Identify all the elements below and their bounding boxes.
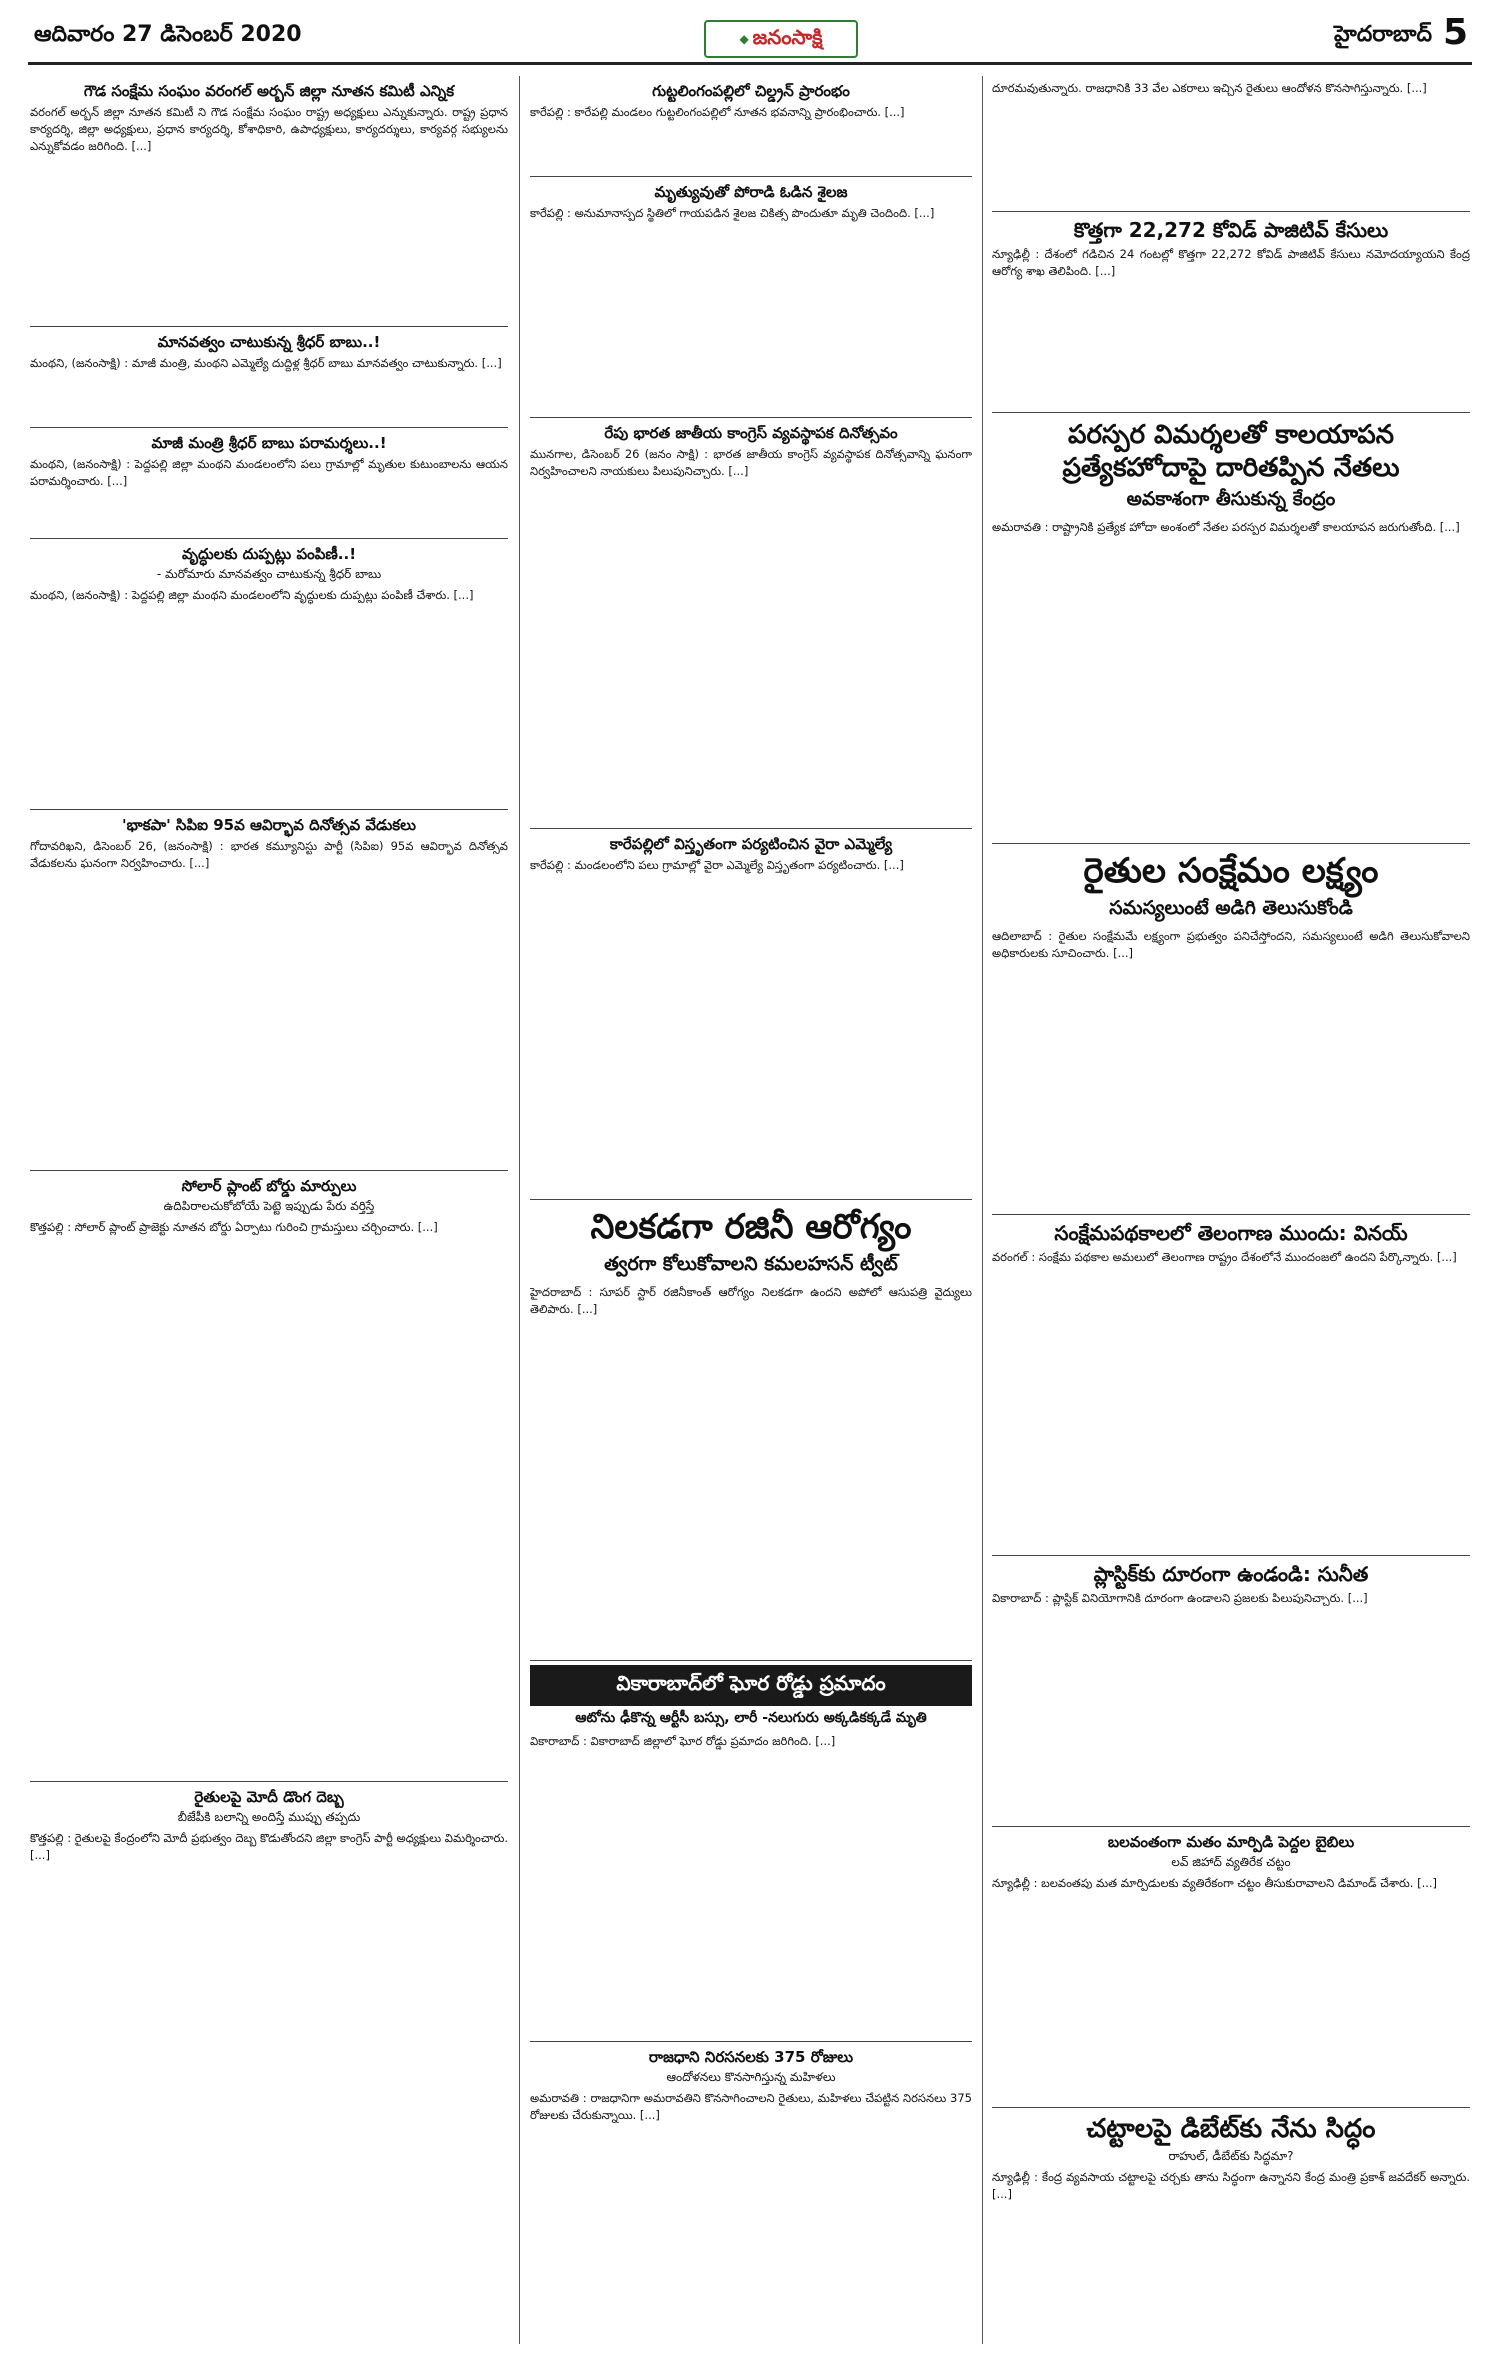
story-headline: మాజీ మంత్రి శ్రీధర్ బాబు పరామర్శలు..! <box>151 434 387 452</box>
story-headline: గుట్టలింగంపల్లిలో చిల్డ్రన్ ప్రారంభం <box>652 82 850 100</box>
story-rajini-health <box>530 1200 972 1661</box>
story-debate-ready <box>992 2108 1470 2344</box>
page-header <box>28 12 1472 65</box>
story-headline: రైతులపై మోదీ డొంగ దెబ్బ <box>194 1788 344 1806</box>
story-body: కారేపల్లి : అనుమానాస్పద స్థితిలో గాయపడిన శైలజ చికిత్స పొందుతూ మృతి చెందింది. [...] <box>530 206 935 220</box>
story-body: మంథని, (జనంసాక్షి) : పెద్దపల్లి జిల్లా మంథని మండలంలోని వృద్ధులకు దుప్పట్లు పంపిణీ చేశారు. [...] <box>30 588 474 602</box>
story-body: మునగాల, డిసెంబర్ 26 (జనం సాక్షి) : భారత జాతీయ కాంగ్రెస్ వ్యవస్థాపక దినోత్సవాన్ని ఘనంగా నిర్వహించాలని నాయకులు పిలుపునిచ్చారు. [...] <box>530 447 972 478</box>
story-body: ఆదిలాబాద్ : రైతుల సంక్షేమమే లక్ష్యంగా ప్రభుత్వం పనిచేస్తోందని, సమస్యలుంటే అడిగి తెలుసుకోవాలని అధికారులకు సూచించారు. [...] <box>992 928 1470 960</box>
story-headline: గౌడ సంక్షేమ సంఘం వరంగల్ అర్బన్ జిల్లా నూతన కమిటీ ఎన్నిక <box>83 82 455 100</box>
story-headline: చట్టాలపై డిబేట్‌కు నేను సిద్ధం <box>1086 2114 1376 2144</box>
story-body: న్యూఢిల్లీ : కేంద్ర వ్యవసాయ చట్టాలపై చర్చకు తాను సిద్ధంగా ఉన్నానని కేంద్ర మంత్రి ప్రకాశ్ జవదేకర్ అన్నారు. [...] <box>992 2170 1470 2202</box>
story-body: వికారాబాద్ : ప్లాస్టిక్ వినియోగానికి దూరంగా ఉండాలని ప్రజలకు పిలుపునిచ్చారు. [...] <box>992 1591 1368 1605</box>
story-sridhar-humanity <box>30 327 508 428</box>
column-3 <box>992 76 1470 2344</box>
story-headline: రాజధాని నిరసనలకు 375 రోజులు <box>648 2048 854 2066</box>
story-kicker: - మరోమారు మానవత్వం చాటుకున్న శ్రీధర్ బాబు <box>156 567 382 581</box>
logo-icon: ◆ <box>739 32 749 46</box>
story-headline: బలవంతంగా మతం మార్పిడి పెద్దల బైబిలు <box>1107 1833 1355 1851</box>
story-cpi-95 <box>30 810 508 1171</box>
story-covid-cases <box>992 212 1470 413</box>
story-special-status <box>992 413 1470 844</box>
story-solar-board <box>30 1171 508 1782</box>
story-congress-foundation <box>530 418 972 829</box>
story-body: వరంగల్ : సంక్షేమ పథకాల అమలులో తెలంగాణ రాష్ట్రం దేశంలోనే ముందంజలో ఉందని పేర్కొన్నారు. [...] <box>992 1250 1457 1264</box>
story-body: కారేపల్లి : మండలంలోని పలు గ్రామాల్లో వైరా ఎమ్మెల్యే విస్తృతంగా పర్యటించారు. [...] <box>530 858 904 872</box>
column-divider <box>982 76 983 2344</box>
story-subhead: ఆటోను ఢీకొన్న ఆర్టీసీ బస్సు, లారీ -నలుగురు అక్కడికక్కడే మృతి <box>575 1710 927 1726</box>
story-subhead: అవకాశంగా తీసుకున్న కేంద్రం <box>1126 488 1336 510</box>
column-1 <box>30 76 508 2344</box>
page-number: 5 <box>1442 12 1468 53</box>
story-kicker: రాహుల్, డీబేట్‌కు సిద్ధమా? <box>1168 2149 1294 2164</box>
issue-date: ఆదివారం 27 డిసెంబర్ 2020 <box>34 22 302 47</box>
story-headline: మృత్యువుతో పోరాడి ఓడిన శైలజ <box>654 183 848 201</box>
story-kicker: బీజేపీకి బలాన్ని అందిస్తే ముప్పు తప్పదు <box>177 1810 361 1824</box>
story-headline: రేపు భారత జాతీయ కాంగ్రెస్ వ్యవస్థాపక దినోత్సవం <box>604 424 898 442</box>
story-headline: 'భాకపా' సిపిఐ 95వ ఆవిర్భావ దినోత్సవ వేడుకలు <box>122 816 416 834</box>
story-headline: కారేపల్లిలో విస్తృతంగా పర్యటించిన వైరా ఎమ్మెల్యే <box>609 835 893 853</box>
story-headline: మానవత్వం చాటుకున్న శ్రీధర్ బాబు..! <box>157 333 381 351</box>
story-body: వరంగల్ అర్బన్ జిల్లా నూతన కమిటీ ని గౌడ సంక్షేమ సంఘం రాష్ట్ర అధ్యక్షులు ఎన్నుకున్నారు. రాష్ట్ర ప్రధాన కార్యదర్శి, జిల్లా అధ్యక్షులు, ప్రధాన కార్యదర్శి, కోశాధికారి, ఉపాధ్యక్షులు, కార్యదర్శులు, కార్యవర్గ సభ్యులను ఎన్నుకోవడం జరిగింది. [...] <box>30 105 508 153</box>
story-body: కొత్తపల్లి : రైతులపై కేంద్రంలోని మోదీ ప్రభుత్వం దెబ్బ కొడుతోందని జిల్లా కాంగ్రెస్ పార్టీ అధ్యక్షులు విమర్శించారు. [...] <box>30 1831 508 1862</box>
story-headline: ప్లాస్టిక్‌కు దూరంగా ఉండండి: సునీత <box>1093 1562 1369 1586</box>
story-guttalingampalli <box>530 76 972 177</box>
story-wyra-mla <box>530 829 972 1200</box>
logo-text: జనంసాక్షి <box>752 24 823 49</box>
story-sailaja <box>530 177 972 418</box>
story-subhead: సమస్యలుంటే అడిగి తెలుసుకోండి <box>1109 896 1353 919</box>
story-body: గోదావరిఖని, డిసెంబర్ 26, (జనంసాక్షి) : భారత కమ్యూనిస్టు పార్టీ (సిపిఐ) 95వ ఆవిర్భావ దినోత్సవ వేడుకలను ఘనంగా నిర్వహించారు. [...] <box>30 839 508 870</box>
story-body: దూరమవుతున్నారు. రాజధానికి 33 వేల ఎకరాలు ఇచ్చిన రైతులు ఆందోళన కొనసాగిస్తున్నారు. [...] <box>992 81 1427 95</box>
story-conversion-law <box>992 1827 1470 2108</box>
edition-city: హైదరాబాద్ <box>1334 22 1432 47</box>
story-headline: సంక్షేమపథకాలలో తెలంగాణ ముందు: వినయ్ <box>1054 1221 1408 1245</box>
column-divider <box>519 76 520 2344</box>
story-kicker: లవ్ జిహాద్ వ్యతిరేక చట్టం <box>1171 1855 1291 1869</box>
column-2 <box>530 76 972 2344</box>
story-body: హైదరాబాద్ : సూపర్ స్టార్ రజినీకాంత్ ఆరోగ్యం నిలకడగా ఉందని అపోలో ఆసుపత్రి వైద్యులు తెలిపారు. [...] <box>530 1284 972 1316</box>
story-headline: వికారాబాద్‌లో ఘోర రోడ్డు ప్రమాదం <box>530 1665 972 1706</box>
story-farmers-modi <box>30 1782 508 2312</box>
story-body: న్యూఢిల్లీ : బలవంతపు మత మార్పిడులకు వ్యతిరేకంగా చట్టం తీసుకురావాలని డిమాండ్ చేశారు. [...] <box>992 1876 1438 1890</box>
story-kicker: ఆందోళనలు కొనసాగిస్తున్న మహిళలు <box>666 2070 836 2084</box>
newspaper-logo <box>704 20 858 58</box>
story-body: అమరావతి : రాజధానిగా అమరావతిని కొనసాగించాలని రైతులు, మహిళలు చేపట్టిన నిరసనలు 375 రోజులకు చేరుకున్నాయి. [...] <box>530 2091 972 2122</box>
story-welfare-schemes <box>992 1215 1470 1556</box>
story-amaravati-continued <box>992 76 1470 212</box>
story-subhead: త్వరగా కోలుకోవాలని కమలహసన్ ట్వీట్ <box>604 1252 898 1275</box>
story-headline: రైతుల సంక్షేమం లక్ష్యం <box>1083 851 1379 891</box>
story-headline: పరస్పర విమర్శలతో కాలయాపన ప్రత్యేకహోదాపై దారితప్పిన నేతలు <box>1062 420 1400 483</box>
story-gouda <box>30 76 508 327</box>
story-body: వికారాబాద్ : వికారాబాద్ జిల్లాలో ఘోర రోడ్డు ప్రమాదం జరిగింది. [...] <box>530 1734 836 1748</box>
story-headline: కొత్తగా 22,272 కోవిడ్ పాజిటివ్ కేసులు <box>1073 218 1389 242</box>
story-headline: వృద్ధులకు దుప్పట్లు పంపిణీ..! <box>181 545 357 563</box>
story-body: కారేపల్లి : కారేపల్లి మండలం గుట్టలింగంపల్లిలో నూతన భవనాన్ని ప్రారంభించారు. [...] <box>530 105 905 119</box>
story-body: అమరావతి : రాష్ట్రానికి ప్రత్యేక హోదా అంశంలో నేతల పరస్పర విమర్శలతో కాలయాపన జరుగుతోంది. [...] <box>992 520 1460 534</box>
story-plastic <box>992 1556 1470 1827</box>
story-blankets <box>30 539 508 810</box>
story-headline: సోలార్ ప్లాంట్ బోర్డు మార్పులు <box>181 1177 357 1195</box>
story-vikarabad-accident <box>530 1661 972 2042</box>
story-body: న్యూఢిల్లీ : దేశంలో గడిచిన 24 గంటల్లో కొత్తగా 22,272 కోవిడ్ పాజిటివ్ కేసులు నమోదయ్యాయని కేంద్ర ఆరోగ్య శాఖ తెలిపింది. [...] <box>992 247 1470 278</box>
story-body: మంథని, (జనంసాక్షి) : మాజీ మంత్రి, మంథని ఎమ్మెల్యే దుద్దిళ్ల శ్రీధర్ బాబు మానవత్వం చాటుకున్నారు. [...] <box>30 356 502 370</box>
story-headline: నిలకడగా రజినీ ఆరోగ్యం <box>590 1207 912 1247</box>
story-amaravati-protests <box>530 2042 972 2344</box>
story-kicker: ఉదిపిరాలచుకోబోయే పెట్టె ఇప్పుడు పేరు వర్తిస్తే <box>163 1199 375 1213</box>
story-body: కొత్తపల్లి : సోలార్ ప్లాంట్ ప్రాజెక్టు నూతన బోర్డు ఏర్పాటు గురించి గ్రామస్తులు చర్చించారు. [...] <box>30 1220 438 1234</box>
story-farmers-welfare <box>992 844 1470 1215</box>
story-sridhar-condolence <box>30 428 508 539</box>
story-body: మంథని, (జనంసాక్షి) : పెద్దపల్లి జిల్లా మంథని మండలంలోని పలు గ్రామాల్లో మృతుల కుటుంబాలను ఆయన పరామర్శించారు. [...] <box>30 457 508 488</box>
